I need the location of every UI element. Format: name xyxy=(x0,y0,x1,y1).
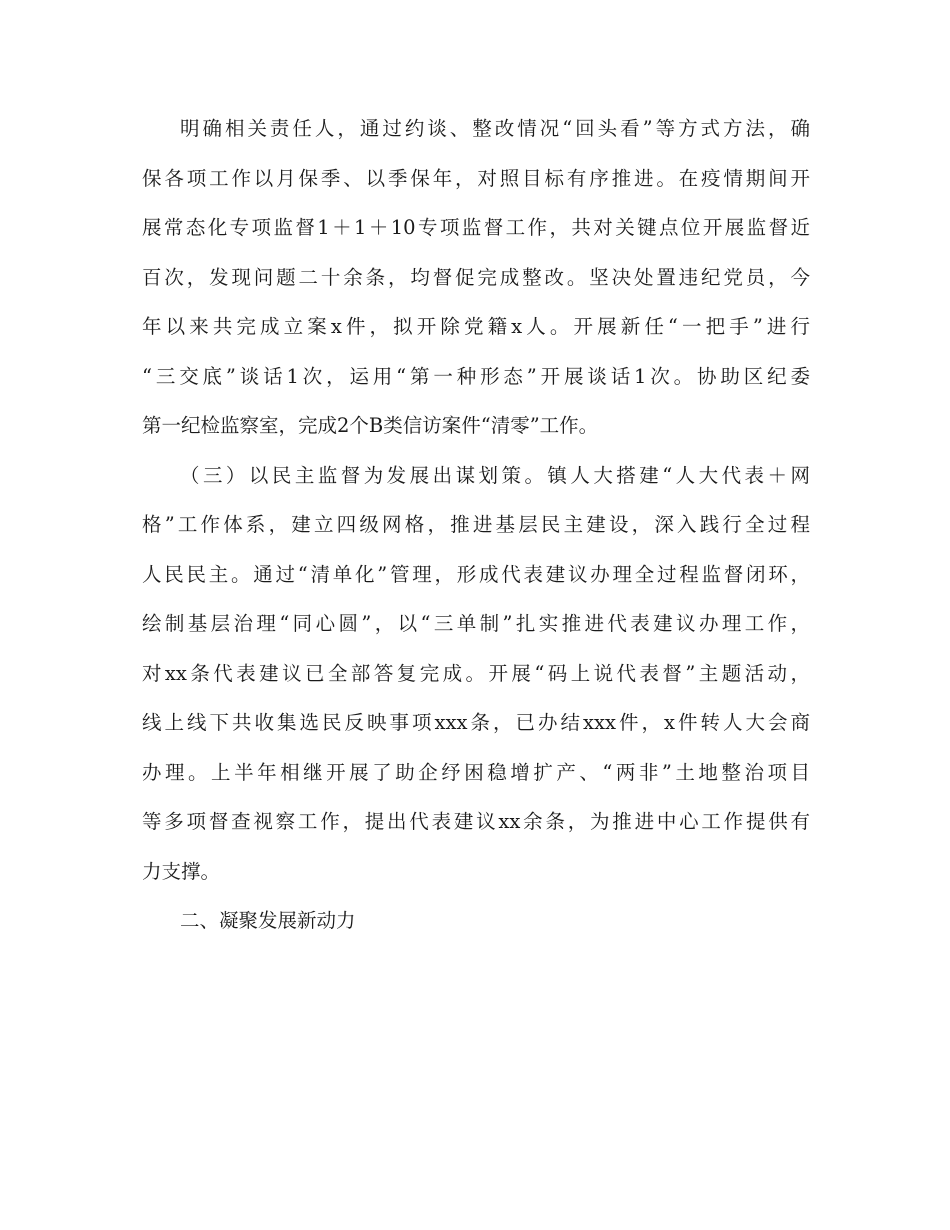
paragraph-democratic-supervision xyxy=(142,451,810,897)
text-line: 展常态化专项监督1＋1＋10专项监督工作，共对关键点位开展监督近 xyxy=(142,216,810,239)
text-line: 绘制基层治理“同心圆”，以“三单制”扎实推进代表建议办理工作， xyxy=(142,612,810,635)
section-heading: 二、凝聚发展新动力 xyxy=(180,909,356,932)
text-line: 第一纪检监察室，完成2个B类信访案件“清零”工作。 xyxy=(142,414,599,437)
text-line: 对xx条代表建议已全部答复完成。开展“码上说代表督”主题活动， xyxy=(142,661,810,685)
text-line: 力支撑。 xyxy=(142,859,221,883)
text-line: 明确相关责任人，通过约谈、整改情况“回头看”等方式方法，确 xyxy=(180,117,810,140)
text-line: 百次，发现问题二十余条，均督促完成整改。坚决处置违纪党员，今 xyxy=(142,265,810,289)
text-line: 人民民主。通过“清单化”管理，形成代表建议办理全过程监督闭环， xyxy=(142,562,810,586)
paragraph-supervision-work xyxy=(142,104,810,451)
text-line: 办理。上半年相继开展了助企纾困稳增扩产、“两非”土地整治项目 xyxy=(142,760,810,784)
text-line: 格”工作体系，建立四级网格，推进基层民主建设，深入践行全过程 xyxy=(142,513,810,536)
text-line: 保各项工作以月保季、以季保年，对照目标有序推进。在疫情期间开 xyxy=(142,166,810,190)
text-line: （三）以民主监督为发展出谋划策。镇人大搭建“人大代表＋网 xyxy=(180,463,810,487)
text-line: 线上线下共收集选民反映事项xxx条，已办结xxx件，x件转人大会商 xyxy=(142,711,810,734)
text-line: 等多项督查视察工作，提出代表建议xx余条，为推进中心工作提供有 xyxy=(142,810,810,833)
text-line: “三交底”谈话1次，运用“第一种形态”开展谈话1次。协助区纪委 xyxy=(142,364,810,388)
text-line: 年以来共完成立案x件，拟开除党籍x人。开展新任“一把手”进行 xyxy=(142,315,810,338)
body-text xyxy=(142,104,810,946)
